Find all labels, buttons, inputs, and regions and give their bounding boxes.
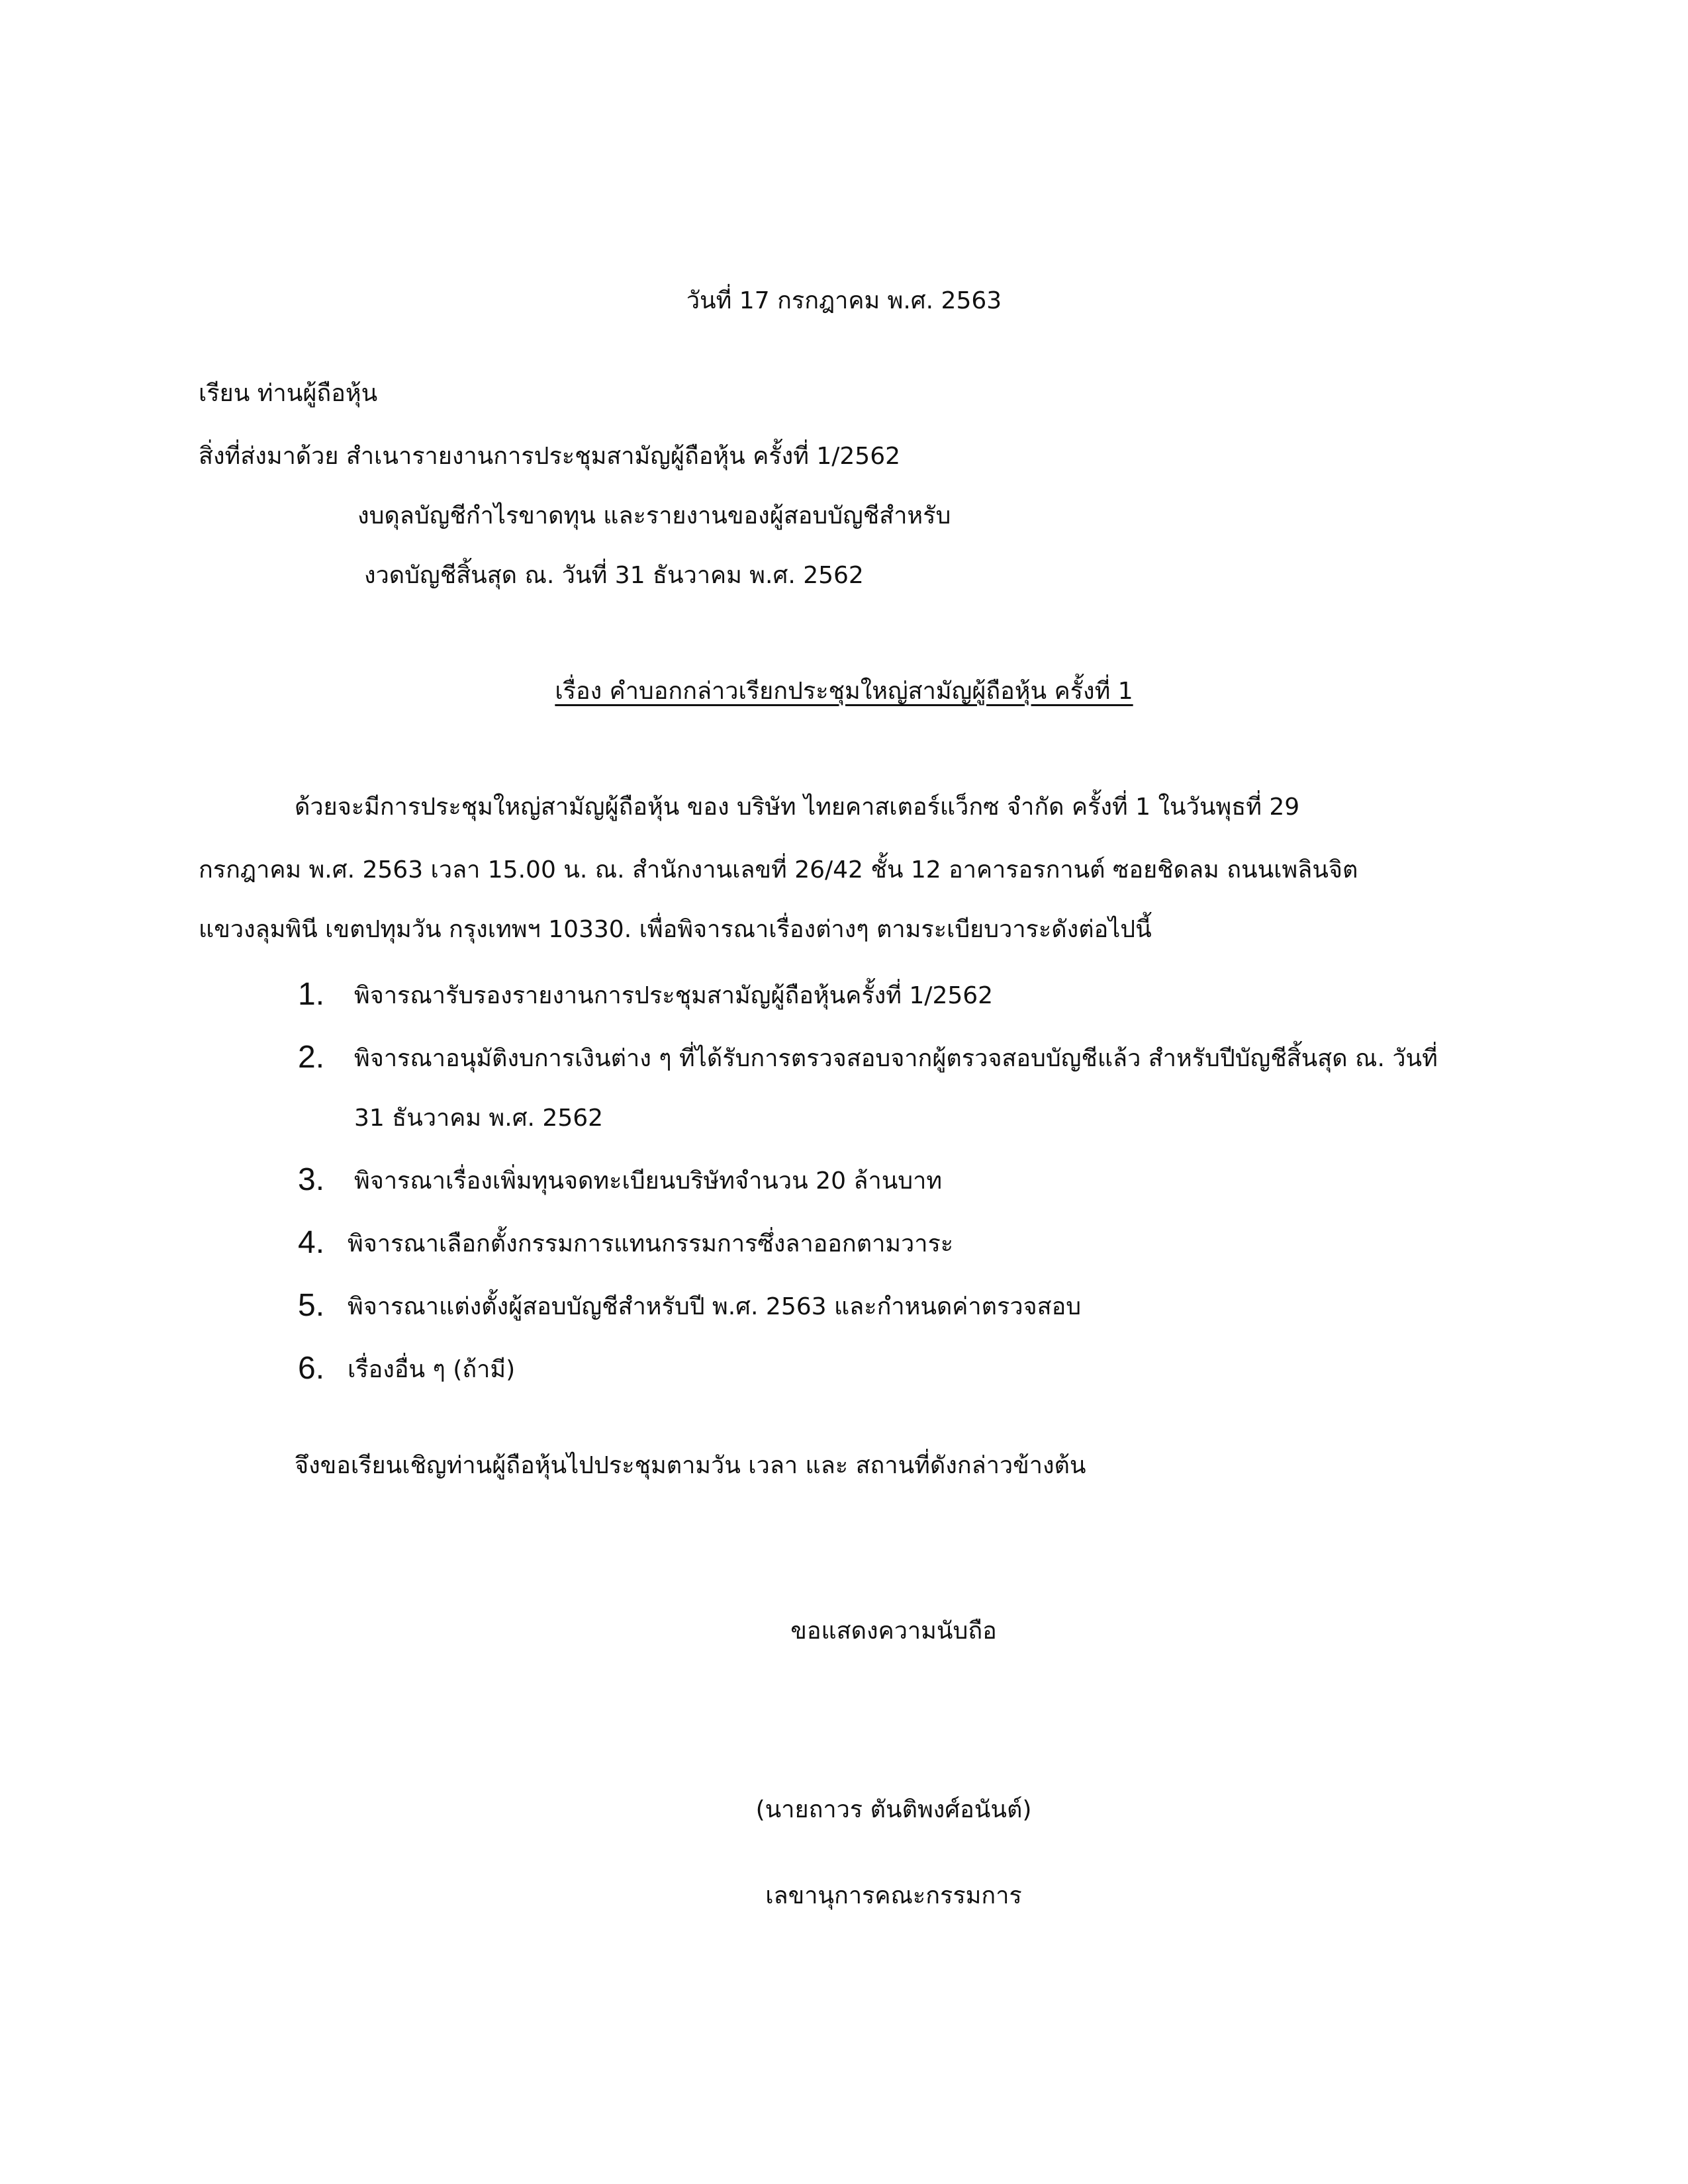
agenda-text-1: พิจารณารับรองรายงานการประชุมสามัญผู้ถือหุ้นครั้งที่ 1/2562 <box>354 982 994 1009</box>
signer-title: เลขานุการคณะกรรมการ <box>765 1882 1022 1909</box>
agenda-text-2-continued: 31 ธันวาคม พ.ศ. 2562 <box>354 1105 604 1132</box>
intro-line-3: แขวงลุมพินี เขตปทุมวัน กรุงเทพฯ 10330. เพื่อพิจารณาเรื่องต่างๆ ตามระเบียบวาระดังต่อไปนี้ <box>199 916 1152 943</box>
intro-line-1: ด้วยจะมีการประชุมใหญ่สามัญผู้ถือหุ้น ของ บริษัท ไทยคาสเตอร์แว็กซ จำกัด ครั้งที่ 1 ในวันพุธที่ 29 <box>295 794 1300 821</box>
agenda-text-2: พิจารณาอนุมัติงบการเงินต่าง ๆ ที่ได้รับการตรวจสอบจากผู้ตรวจสอบบัญชีแล้ว สำหรับปีบัญชีสิ้นสุด ณ. วันที่ <box>354 1045 1438 1072</box>
agenda-text-3: พิจารณาเรื่องเพิ่มทุนจดทะเบียนบริษัทจำนวน 20 ล้านบาท <box>354 1167 943 1195</box>
agenda-number-4: 4. <box>298 1225 325 1260</box>
enclosure-line-1: สิ่งที่ส่งมาด้วย สำเนารายงานการประชุมสามัญผู้ถือหุ้น ครั้งที่ 1/2562 <box>199 443 901 470</box>
agenda-number-2: 2. <box>298 1040 325 1075</box>
agenda-text-4: พิจารณาเลือกตั้งกรรมการแทนกรรมการซึ่งลาออกตามวาระ <box>348 1230 954 1257</box>
agenda-number-3: 3. <box>298 1162 325 1197</box>
enclosure-line-3: งวดบัญชีสิ้นสุด ณ. วันที่ 31 ธันวาคม พ.ศ. 2562 <box>364 562 864 589</box>
agenda-number-5: 5. <box>298 1288 325 1323</box>
agenda-text-6: เรื่องอื่น ๆ (ถ้ามี) <box>348 1356 516 1383</box>
agenda-number-6: 6. <box>298 1351 325 1386</box>
invitation-line: จึงขอเรียนเชิญท่านผู้ถือหุ้นไปประชุมตามวัน เวลา และ สถานที่ดังกล่าวข้างต้น <box>295 1452 1086 1479</box>
agenda-text-5: พิจารณาแต่งตั้งผู้สอบบัญชีสำหรับปี พ.ศ. 2563 และกำหนดค่าตรวจสอบ <box>348 1293 1082 1320</box>
subject-line: เรื่อง คำบอกกล่าวเรียกประชุมใหญ่สามัญผู้ถือหุ้น ครั้งที่ 1 <box>555 678 1133 705</box>
agenda-number-1: 1. <box>298 977 325 1012</box>
salutation: เรียน ท่านผู้ถือหุ้น <box>199 380 378 407</box>
signer-name: (นายถาวร ตันติพงศ์อนันต์) <box>755 1796 1032 1823</box>
enclosure-line-2: งบดุลบัญชีกำไรขาดทุน และรายงานของผู้สอบบัญชีสำหรับ <box>357 502 951 529</box>
intro-line-2: กรกฎาคม พ.ศ. 2563 เวลา 15.00 น. ณ. สำนักงานเลขที่ 26/42 ชั้น 12 อาคารอรกานต์ ซอยชิดลม ถนนเพลินจิต <box>199 856 1358 884</box>
closing-line: ขอแสดงความนับถือ <box>790 1617 997 1645</box>
date-line: วันที่ 17 กรกฎาคม พ.ศ. 2563 <box>686 287 1002 314</box>
